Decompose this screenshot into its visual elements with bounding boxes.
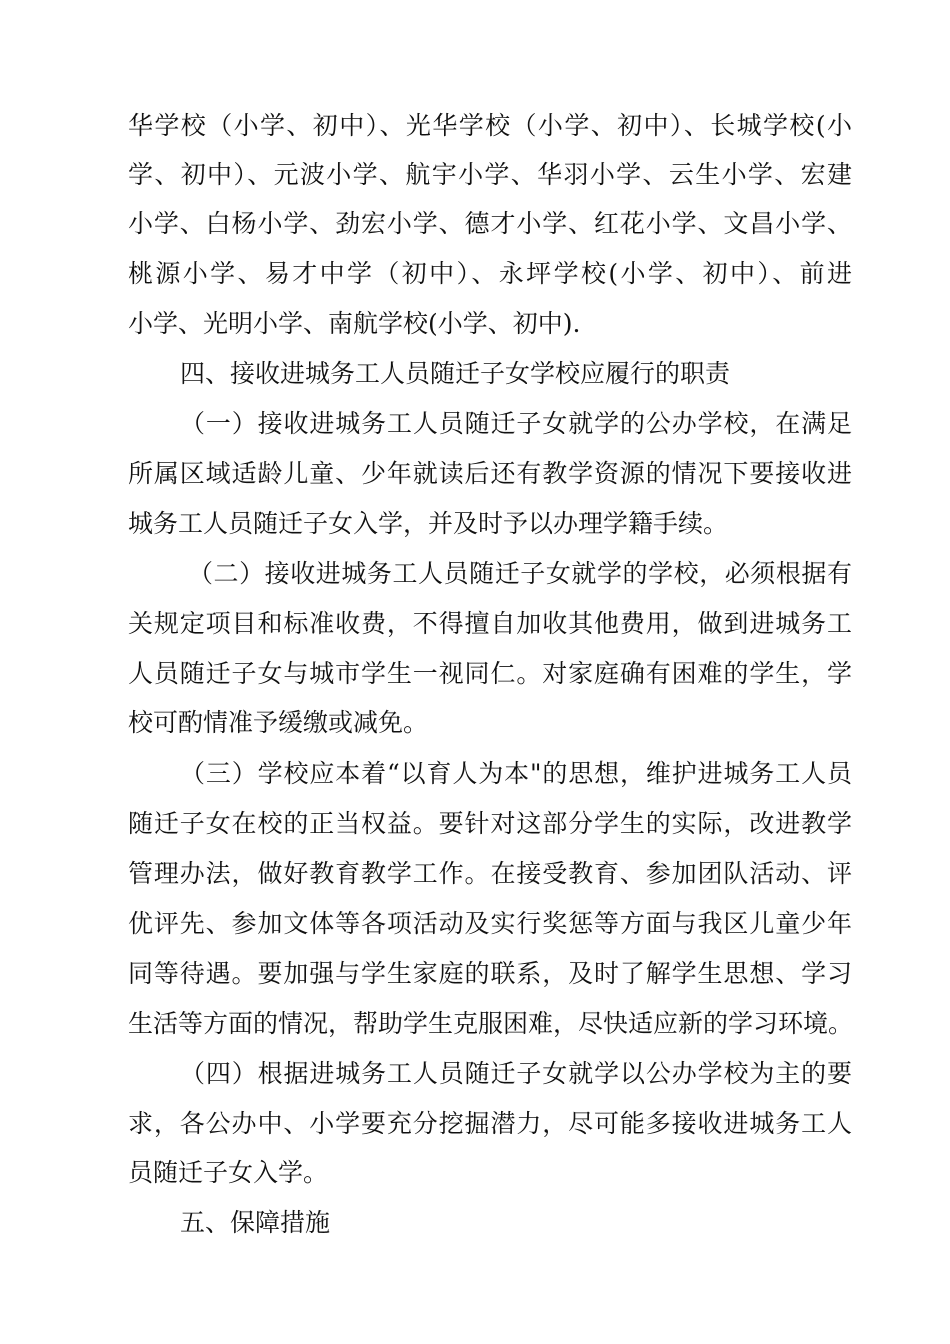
paragraph-line: （二）接收进城务工人员随迁子女就学的学校，必须根据有 bbox=[188, 559, 852, 588]
paragraph-line: 同等待遇。要加强与学生家庭的联系，及时了解学生思想、学习 bbox=[128, 959, 852, 988]
paragraph-line: 小学、光明小学、南航学校(小学、初中). bbox=[128, 309, 581, 338]
paragraph-line: 员随迁子女入学。 bbox=[128, 1158, 329, 1187]
paragraph-line: 人员随迁子女与城市学生一视同仁。对家庭确有困难的学生，学 bbox=[128, 659, 852, 688]
section-heading: 五、保障措施 bbox=[180, 1208, 331, 1237]
paragraph-line: （一）接收进城务工人员随迁子女就学的公办学校，在满足 bbox=[180, 409, 852, 438]
section-heading: 四、接收进城务工人员随迁子女学校应履行的职责 bbox=[180, 359, 731, 388]
paragraph-line: （四）根据进城务工人员随迁子女就学以公办学校为主的要 bbox=[180, 1059, 852, 1088]
paragraph-line: 华学校（小学、初中）、光华学校（小学、初中）、长城学校(小 bbox=[128, 111, 852, 140]
paragraph-line: 学、初中）、元波小学、航宇小学、华羽小学、云生小学、宏建 bbox=[128, 160, 852, 189]
paragraph-line: 求，各公办中、小学要充分挖掘潜力，尽可能多接收进城务工人 bbox=[128, 1109, 852, 1138]
paragraph-line: 小学、白杨小学、劲宏小学、德才小学、红花小学、文昌小学、 bbox=[128, 209, 852, 238]
paragraph-line: 关规定项目和标准收费，不得擅自加收其他费用，做到进城务工 bbox=[128, 609, 852, 638]
paragraph-line: 校可酌情准予缓缴或减免。 bbox=[128, 708, 429, 737]
paragraph-line: 随迁子女在校的正当权益。要针对这部分学生的实际，改进教学 bbox=[128, 809, 852, 838]
paragraph-line: 城务工人员随迁子女入学，并及时予以办理学籍手续。 bbox=[128, 509, 729, 538]
paragraph-line: 优评先、参加文体等各项活动及实行奖惩等方面与我区儿童少年 bbox=[128, 909, 852, 938]
paragraph-line: 桃源小学、易才中学（初中）、永坪学校(小学、初中）、前进 bbox=[128, 259, 852, 288]
paragraph-line: （三）学校应本着“以育人为本"的思想，维护进城务工人员 bbox=[180, 759, 852, 788]
paragraph-line: 所属区域适龄儿童、少年就读后还有教学资源的情况下要接收进 bbox=[128, 459, 852, 488]
paragraph-line: 管理办法，做好教育教学工作。在接受教育、参加团队活动、评 bbox=[128, 859, 852, 888]
paragraph-line: 生活等方面的情况，帮助学生克服困难，尽快适应新的学习环境。 bbox=[128, 1009, 854, 1038]
